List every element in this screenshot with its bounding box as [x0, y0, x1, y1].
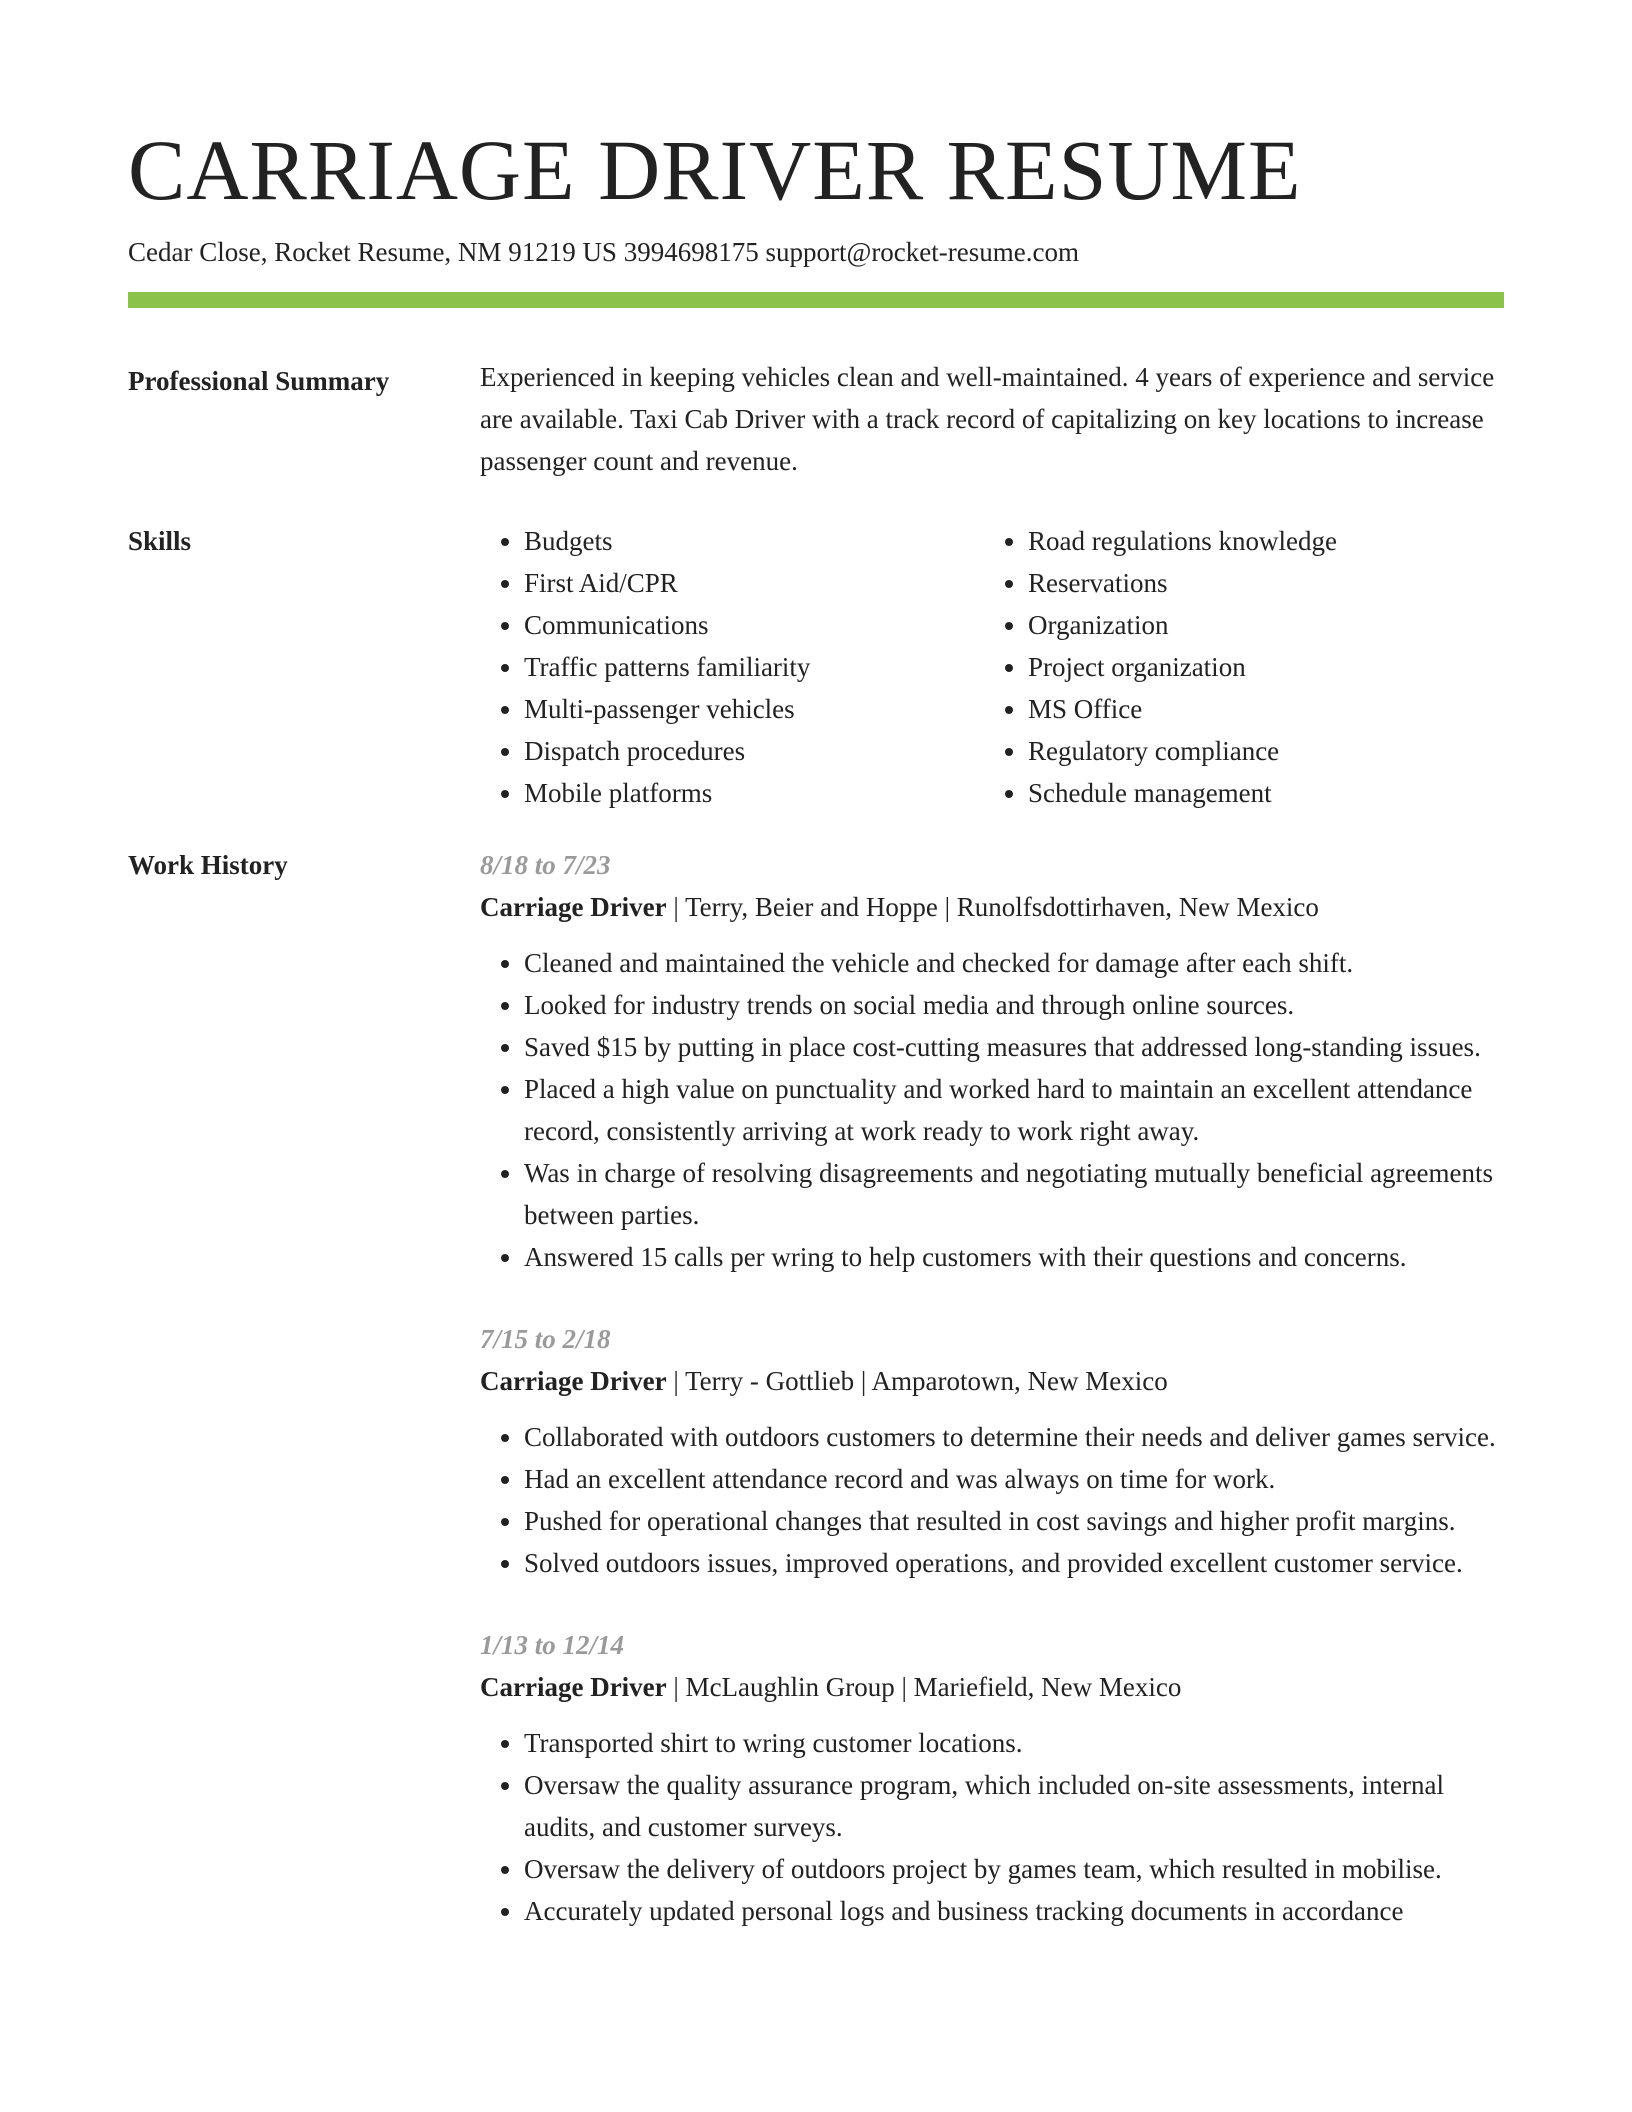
job-employer-location: | Terry, Beier and Hoppe | Runolfsdottirhaven, New Mexico — [666, 892, 1319, 922]
job-bullet: • Saved $15 by putting in place cost-cutting measures that addressed long-standing issues. — [524, 1026, 1504, 1068]
summary-heading: Professional Summary — [128, 366, 390, 396]
contact-line: Cedar Close, Rocket Resume, NM 91219 US 3994698175 support@rocket-resume.com — [128, 237, 1079, 267]
skill-item: • Dispatch procedures — [524, 730, 984, 772]
job-bullet: • Oversaw the delivery of outdoors project by games team, which resulted in mobilise. — [524, 1848, 1504, 1890]
resume-title: CARRIAGE DRIVER RESUME — [128, 122, 1302, 218]
skills-list-right — [984, 520, 1488, 814]
job-title: Carriage Driver — [480, 1366, 667, 1396]
skills-heading: Skills — [128, 526, 192, 556]
skill-item: • Regulatory compliance — [1028, 730, 1488, 772]
job-bullet: • Placed a high value on punctuality and worked hard to maintain an excellent attendance record, consistently arriving at work ready to work right away. — [524, 1068, 1504, 1152]
work-history-section — [128, 844, 1504, 1972]
summary-section — [128, 360, 1504, 482]
job-bullet-list — [480, 942, 1504, 1278]
skills-section — [128, 520, 1504, 814]
job-bullet: • Looked for industry trends on social media and through online sources. — [524, 984, 1504, 1026]
job-bullet: • Cleaned and maintained the vehicle and checked for damage after each shift. — [524, 942, 1504, 984]
job-dates: 7/15 to 2/18 — [480, 1324, 611, 1354]
job-dates: 8/18 to 7/23 — [480, 850, 611, 880]
summary-text: Experienced in keeping vehicles clean and well-maintained. 4 years of experience and service are available. Taxi Cab Driver with a track record of capitalizing on key locations to increase passenger count and revenue. — [480, 362, 1495, 476]
skill-item: • Reservations — [1028, 562, 1488, 604]
job-bullet: • Answered 15 calls per wring to help customers with their questions and concerns. — [524, 1236, 1504, 1278]
job-bullet: • Pushed for operational changes that resulted in cost savings and higher profit margins. — [524, 1500, 1504, 1542]
job-employer-location: | Terry - Gottlieb | Amparotown, New Mexico — [666, 1366, 1168, 1396]
job-header — [480, 886, 1504, 928]
job-bullet-list — [480, 1416, 1504, 1584]
skill-item: • Road regulations knowledge — [1028, 520, 1488, 562]
job-dates: 1/13 to 12/14 — [480, 1630, 625, 1660]
skill-item: • First Aid/CPR — [524, 562, 984, 604]
skill-item: • Mobile platforms — [524, 772, 984, 814]
job-bullet: • Collaborated with outdoors customers to determine their needs and deliver games service. — [524, 1416, 1504, 1458]
job-header — [480, 1360, 1504, 1402]
job-title: Carriage Driver — [480, 1672, 667, 1702]
skill-item: • Schedule management — [1028, 772, 1488, 814]
job-entry — [480, 844, 1504, 1278]
job-bullet: • Solved outdoors issues, improved operations, and provided excellent customer service. — [524, 1542, 1504, 1584]
skills-list-left — [480, 520, 984, 814]
job-bullet-list — [480, 1722, 1504, 1932]
skill-item: • Multi-passenger vehicles — [524, 688, 984, 730]
skill-item: • Project organization — [1028, 646, 1488, 688]
job-entry — [480, 1624, 1504, 1932]
skill-item: • Communications — [524, 604, 984, 646]
skill-item: • Organization — [1028, 604, 1488, 646]
work-history-heading: Work History — [128, 850, 288, 880]
resume-page — [128, 0, 1504, 1972]
accent-divider — [128, 292, 1504, 308]
job-bullet: • Had an excellent attendance record and was always on time for work. — [524, 1458, 1504, 1500]
job-entry — [480, 1318, 1504, 1584]
job-list — [480, 844, 1504, 1972]
job-employer-location: | McLaughlin Group | Mariefield, New Mexico — [666, 1672, 1182, 1702]
skill-item: • Budgets — [524, 520, 984, 562]
job-bullet: • Oversaw the quality assurance program, which included on-site assessments, internal audits, and customer surveys. — [524, 1764, 1504, 1848]
job-bullet: • Transported shirt to wring customer locations. — [524, 1722, 1504, 1764]
skill-item: • MS Office — [1028, 688, 1488, 730]
job-header — [480, 1666, 1504, 1708]
skill-item: • Traffic patterns familiarity — [524, 646, 984, 688]
job-title: Carriage Driver — [480, 892, 667, 922]
job-bullet: • Was in charge of resolving disagreements and negotiating mutually beneficial agreements between parties. — [524, 1152, 1504, 1236]
job-bullet: • Accurately updated personal logs and business tracking documents in accordance — [524, 1890, 1504, 1932]
